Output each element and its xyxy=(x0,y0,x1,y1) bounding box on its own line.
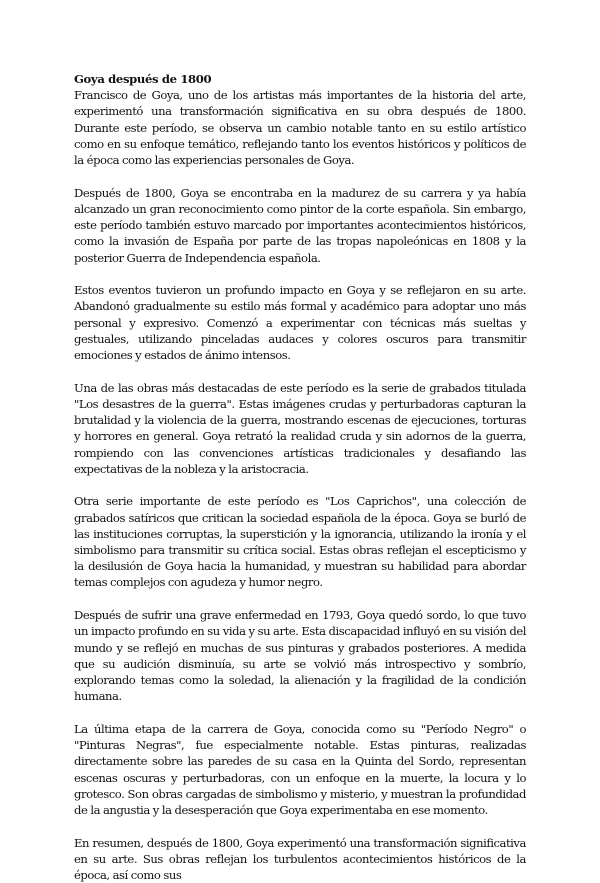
paragraph-3: Estos eventos tuvieron un profundo impacto en Goya y se reflejaron en su arte. Abandonó gradualmente su estilo más formal y académico para adoptar uno más personal y expresivo. Comenzó a experimentar con técnicas más sueltas y gestuales, utilizando pinceladas audaces y colores oscuros para transmitir emociones y estados de ánimo intensos. xyxy=(74,283,526,363)
paragraph-6: Después de sufrir una grave enfermedad en 1793, Goya quedó sordo, lo que tuvo un impacto profundo en su vida y su arte. Esta discapacidad influyó en su visión del mundo y se reflejó en muchas de sus pinturas y grabados posteriores. A medida que su audición disminuía, su arte se volvió más introspectivo y sombrío, explorando temas como la soledad, la alienación y la fragilidad de la condición humana. xyxy=(74,608,526,704)
paragraph-7: La última etapa de la carrera de Goya, conocida como su "Período Negro" o "Pinturas Negras", fue especialmente notable. Estas pinturas, realizadas directamente sobre las paredes de su casa en la Quinta del Sordo, representan escenas oscuras y perturbadoras, con un enfoque en la muerte, la locura y lo grotesco. Son obras cargadas de simbolismo y misterio, y muestran la profundidad de la angustia y la desesperación que Goya experimentaba en ese momento. xyxy=(74,721,526,817)
paragraph-5: Otra serie importante de este período es "Los Caprichos", una colección de grabados satíricos que critican la sociedad española de la época. Goya se burló de las instituciones corruptas, la superstición y la ignorancia, utilizando la ironía y el simbolismo para transmitir su crítica social. Estas obras reflejan el escepticismo y la desilusión de Goya hacia la humanidad, y muestran su habilidad para abordar temas complejos con agudeza y humor negro. xyxy=(74,494,526,590)
paragraph-2: Después de 1800, Goya se encontraba en la madurez de su carrera y ya había alcanzado un gran reconocimiento como pintor de la corte española. Sin embargo, este período también estuvo marcado por importantes acontecimientos históricos, como la invasión de España por parte de las tropas napoleónicas en 1808 y la posterior Guerra de Independencia española. xyxy=(74,185,526,265)
document-title: Goya después de 1800 xyxy=(74,72,212,86)
paragraph-4: Una de las obras más destacadas de este período es la serie de grabados titulada "Los desastres de la guerra". Estas imágenes crudas y perturbadoras capturan la brutalidad y la violencia de la guerra, mostrando escenas de ejecuciones, torturas y horrores en general. Goya retrató la realidad cruda y sin adornos de la guerra, rompiendo con las convenciones artísticas tradicionales y desafiando las expectativas de la nobleza y la aristocracia. xyxy=(74,380,526,476)
paragraph-8: En resumen, después de 1800, Goya experimentó una transformación significativa en su arte. Sus obras reflejan los turbulentos acontecimientos históricos de la época, así como sus xyxy=(74,835,526,883)
paragraph-1: Francisco de Goya, uno de los artistas más importantes de la historia del arte, experimentó una transformación significativa en su obra después de 1800. Durante este período, se observa un cambio notable tanto en su estilo artístico como en su enfoque temático, reflejando tanto los eventos históricos y políticos de la época como las experiencias personales de Goya. xyxy=(74,88,526,168)
